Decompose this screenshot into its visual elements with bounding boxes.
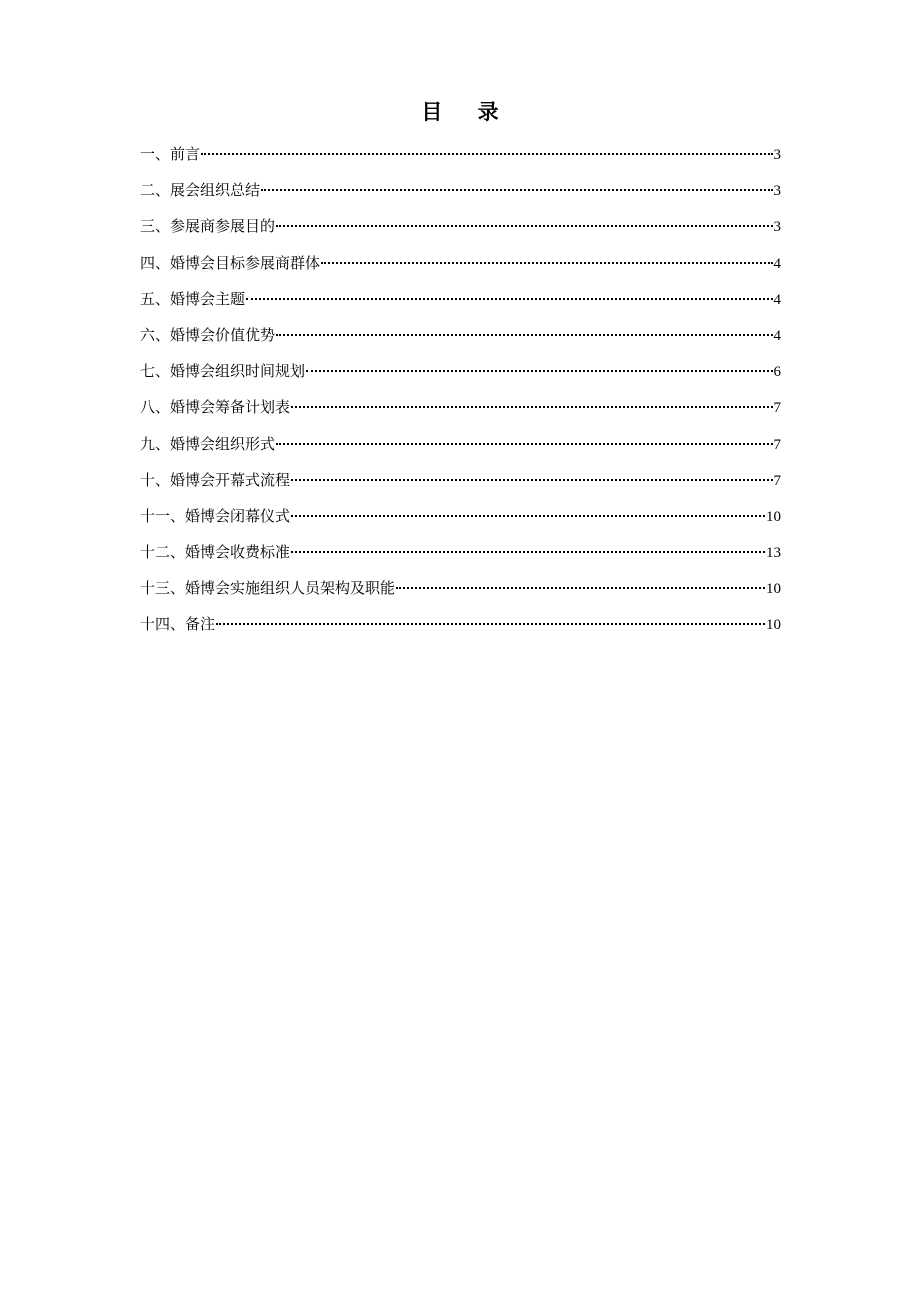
- toc-entry-label: 四、婚博会目标参展商群体: [140, 253, 321, 272]
- toc-entry-page: 13: [766, 545, 781, 562]
- toc-entry-label: 十三、婚博会实施组织人员架构及职能: [140, 579, 396, 598]
- toc-entry-label: 六、婚博会价值优势: [140, 325, 276, 344]
- toc-entry[interactable]: [140, 613, 781, 649]
- toc-entry-label: 五、婚博会主题: [140, 289, 246, 308]
- toc-entry-page: 7: [773, 400, 781, 417]
- toc-leader-dots: [291, 551, 765, 553]
- toc-entry-label: 三、参展商参展目的: [140, 217, 276, 236]
- toc-leader-dots: [216, 623, 765, 625]
- toc-entry[interactable]: [140, 469, 781, 505]
- toc-entry-page: 4: [773, 291, 781, 308]
- toc-entry[interactable]: [140, 360, 781, 396]
- toc-entry-page: 4: [773, 255, 781, 272]
- toc-title: 目 录: [421, 100, 513, 124]
- toc-entry[interactable]: [140, 179, 781, 215]
- toc-entry-page: 3: [773, 219, 781, 236]
- toc-leader-dots: [396, 587, 765, 589]
- toc-leader-dots: [321, 262, 772, 264]
- toc-leader-dots: [291, 515, 765, 517]
- toc-entry-label: 十四、备注: [140, 615, 216, 634]
- toc-leader-dots: [246, 298, 772, 300]
- toc-entry-page: 3: [773, 183, 781, 200]
- toc-entry[interactable]: [140, 541, 781, 577]
- toc-entry-page: 6: [773, 364, 781, 381]
- toc-leader-dots: [276, 334, 772, 336]
- toc-leader-dots: [291, 479, 772, 481]
- toc-entry[interactable]: [140, 505, 781, 541]
- toc-entry[interactable]: [140, 215, 781, 251]
- toc-entry[interactable]: [140, 288, 781, 324]
- toc-entry-page: 3: [773, 147, 781, 163]
- toc-leader-dots: [276, 225, 772, 227]
- toc-entry-page: 10: [766, 581, 781, 598]
- toc-entry-label: 一、前言: [140, 145, 201, 163]
- toc-entry-label: 二、展会组织总结: [140, 181, 261, 200]
- toc-entry-label: 十二、婚博会收费标准: [140, 543, 291, 562]
- toc-entry[interactable]: [140, 577, 781, 613]
- toc-entry[interactable]: [140, 433, 781, 469]
- toc-leader-dots: [276, 443, 772, 445]
- toc-leader-dots: [306, 370, 772, 372]
- toc-entry-page: 7: [773, 436, 781, 453]
- toc-leader-dots: [291, 406, 772, 408]
- toc-entry-page: 7: [773, 472, 781, 489]
- toc-entry-label: 七、婚博会组织时间规划: [140, 362, 306, 381]
- toc-entry-label: 十一、婚博会闭幕仪式: [140, 506, 291, 525]
- toc-entry[interactable]: [140, 324, 781, 360]
- toc-entry-page: 4: [773, 327, 781, 344]
- toc-entry-page: 10: [766, 508, 781, 525]
- toc-entry-label: 十、婚博会开幕式流程: [140, 470, 291, 489]
- toc-entry-label: 九、婚博会组织形式: [140, 434, 276, 453]
- toc-entry-label: 八、婚博会筹备计划表: [140, 398, 291, 417]
- toc-entry[interactable]: [140, 143, 781, 179]
- toc-entry-page: 10: [766, 617, 781, 634]
- toc-entry[interactable]: [140, 252, 781, 288]
- toc-leader-dots: [201, 153, 772, 155]
- toc-list: [140, 143, 781, 650]
- toc-entry[interactable]: [140, 396, 781, 432]
- toc-leader-dots: [261, 189, 772, 191]
